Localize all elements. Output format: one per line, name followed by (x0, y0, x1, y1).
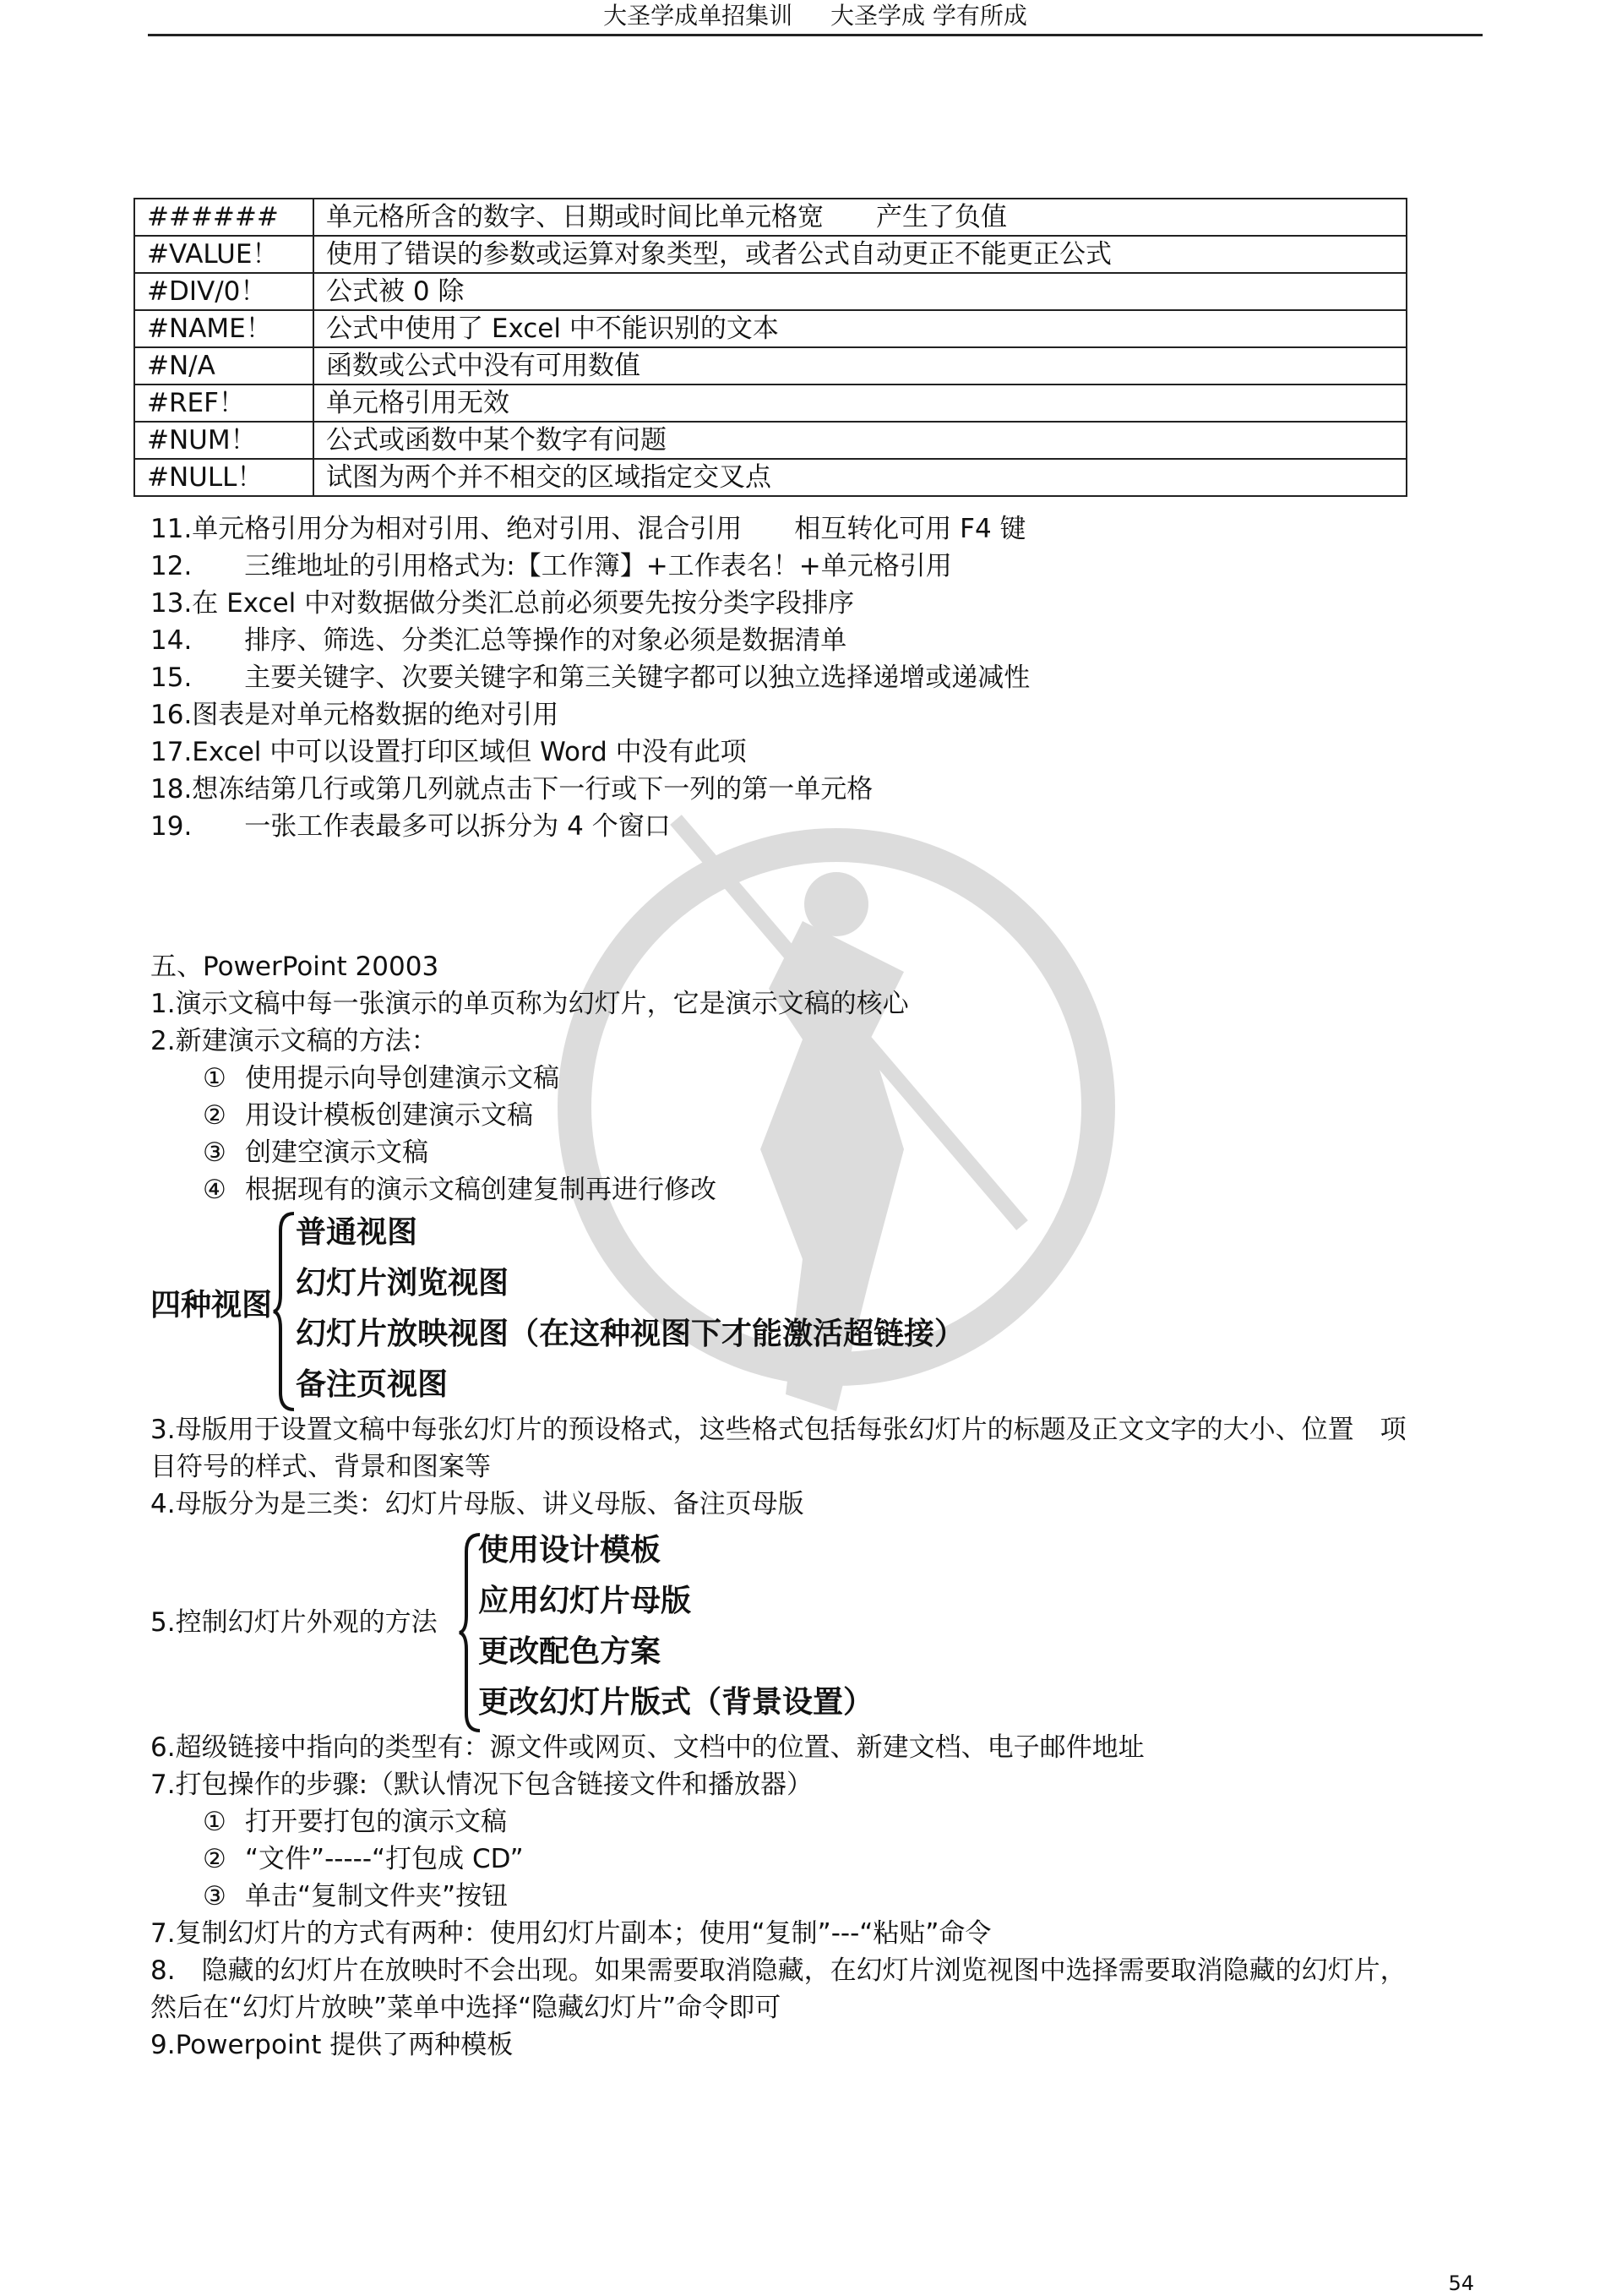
error-code-cell: #NULL！ (134, 459, 313, 496)
appearance-item: 更改配色方案 (478, 1633, 661, 1669)
error-desc-cell: 单元格引用无效 (313, 384, 1407, 422)
left-brace-icon (272, 1210, 297, 1413)
list-marker: ③ (203, 1881, 226, 1912)
error-code-cell: #NUM！ (134, 422, 313, 459)
error-code-cell: ###### (134, 199, 313, 236)
list-marker: ② (203, 1844, 226, 1874)
appearance-item: 使用设计模板 (478, 1532, 661, 1568)
ppt-item-1: 1.演示文稿中每一张演示的单页称为幻灯片，它是演示文稿的核心 (150, 989, 909, 1019)
page-header (148, 0, 1483, 36)
excel-note-17: 17.Excel 中可以设置打印区域但 Word 中没有此项 (150, 737, 747, 767)
ppt-item-2: 2.新建演示文稿的方法： (150, 1026, 438, 1056)
excel-note-16: 16.图表是对单元格数据的绝对引用 (150, 700, 559, 730)
excel-note-19: 19. 一张工作表最多可以拆分为 4 个窗口 (150, 811, 671, 842)
table-row (134, 347, 1407, 384)
view-item: 普通视图 (296, 1214, 418, 1250)
list-item (203, 1060, 559, 1097)
list-item (203, 1097, 533, 1134)
error-code-cell: #DIV/0！ (134, 273, 313, 310)
page-number: 54 (1448, 2271, 1474, 2295)
ppt-item-8-line2: 然后在“幻灯片放映”菜单中选择“隐藏幻灯片”命令即可 (150, 1993, 781, 2023)
list-marker: ④ (203, 1175, 226, 1205)
error-desc-cell: 公式被 0 除 (313, 273, 1407, 310)
list-item-text: 用设计模板创建演示文稿 (245, 1100, 533, 1131)
list-item-text: 使用提示向导创建演示文稿 (245, 1063, 559, 1093)
excel-note-13: 13.在 Excel 中对数据做分类汇总前必须要先按分类字段排序 (150, 588, 855, 619)
views-list (296, 1207, 965, 1410)
ppt-item-8-line1: 8. 隐藏的幻灯片在放映时不会出现。如果需要取消隐藏，在幻灯片浏览视图中选择需要取消隐藏的幻灯片， (150, 1955, 1407, 1986)
appearance-item: 应用幻灯片母版 (478, 1583, 692, 1618)
error-code-cell: #VALUE！ (134, 236, 313, 273)
list-item (203, 1803, 507, 1841)
table-row (134, 422, 1407, 459)
excel-note-15: 15. 主要关键字、次要关键字和第三关键字都可以独立选择递增或递减性 (150, 663, 1031, 693)
table-row (134, 236, 1407, 273)
header-right-text: 大圣学成 学有所成 (830, 2, 1027, 30)
error-desc-cell: 试图为两个并不相交的区域指定交叉点 (313, 459, 1407, 496)
list-item (203, 1134, 428, 1171)
list-marker: ② (203, 1100, 226, 1131)
error-desc-cell: 函数或公式中没有可用数值 (313, 347, 1407, 384)
error-desc-cell: 公式或函数中某个数字有问题 (313, 422, 1407, 459)
table-row (134, 273, 1407, 310)
view-item: 幻灯片浏览视图 (296, 1265, 509, 1301)
views-label: 四种视图 (150, 1287, 273, 1323)
table-row (134, 459, 1407, 496)
list-item (203, 1841, 524, 1878)
ppt-item-9: 9.Powerpoint 提供了两种模板 (150, 2030, 514, 2060)
list-item-text: “文件”-----“打包成 CD” (245, 1844, 524, 1874)
excel-note-18: 18.想冻结第几行或第几列就点击下一行或下一列的第一单元格 (150, 774, 874, 804)
list-marker: ③ (203, 1137, 226, 1168)
error-desc-cell: 单元格所含的数字、日期或时间比单元格宽 产生了负值 (313, 199, 1407, 236)
view-item: 备注页视图 (296, 1366, 449, 1402)
appearance-list (478, 1524, 874, 1727)
list-item-text: 根据现有的演示文稿创建复制再进行修改 (245, 1175, 716, 1205)
table-row (134, 384, 1407, 422)
error-code-cell: #N/A (134, 347, 313, 384)
view-item: 幻灯片放映视图（在这种视图下才能激活超链接） (296, 1316, 966, 1351)
list-marker: ① (203, 1063, 226, 1093)
list-item-text: 创建空演示文稿 (245, 1137, 428, 1168)
header-left-text: 大圣学成单招集训 (603, 2, 793, 30)
list-marker: ① (203, 1807, 226, 1837)
error-code-cell: #NAME！ (134, 310, 313, 347)
error-code-cell: #REF！ (134, 384, 313, 422)
ppt-item-6: 6.超级链接中指向的类型有：源文件或网页、文档中的位置、新建文档、电子邮件地址 (150, 1732, 1145, 1763)
section-title: 五、PowerPoint 20003 (150, 952, 439, 982)
excel-note-14: 14. 排序、筛选、分类汇总等操作的对象必须是数据清单 (150, 625, 847, 656)
ppt-item-7b: 7.复制幻灯片的方式有两种：使用幻灯片副本；使用“复制”---“粘贴”命令 (150, 1918, 992, 1949)
excel-error-table (133, 198, 1407, 497)
table-row (134, 310, 1407, 347)
error-desc-cell: 使用了错误的参数或运算对象类型，或者公式自动更正不能更正公式 (313, 236, 1407, 273)
appearance-label: 5.控制幻灯片外观的方法 (150, 1607, 438, 1638)
list-item-text: 单击“复制文件夹”按钮 (245, 1881, 509, 1912)
list-item (203, 1878, 508, 1915)
list-item (203, 1171, 716, 1208)
ppt-item-7: 7.打包操作的步骤:（默认情况下包含链接文件和播放器） (150, 1770, 814, 1800)
ppt-item-3-line1: 3.母版用于设置文稿中每张幻灯片的预设格式，这些格式包括每张幻灯片的标题及正文文字的大小、位置 项 (150, 1415, 1407, 1445)
error-desc-cell: 公式中使用了 Excel 中不能识别的文本 (313, 310, 1407, 347)
excel-note-12: 12. 三维地址的引用格式为:【工作簿】+工作表名！+单元格引用 (150, 551, 952, 581)
table-row (134, 199, 1407, 236)
list-item-text: 打开要打包的演示文稿 (245, 1807, 507, 1837)
ppt-item-3-line2: 目符号的样式、背景和图案等 (150, 1452, 491, 1482)
appearance-item: 更改幻灯片版式（背景设置） (478, 1684, 874, 1720)
ppt-item-4: 4.母版分为是三类：幻灯片母版、讲义母版、备注页母版 (150, 1489, 804, 1519)
excel-note-11: 11.单元格引用分为相对引用、绝对引用、混合引用 相互转化可用 F4 键 (150, 514, 1026, 544)
